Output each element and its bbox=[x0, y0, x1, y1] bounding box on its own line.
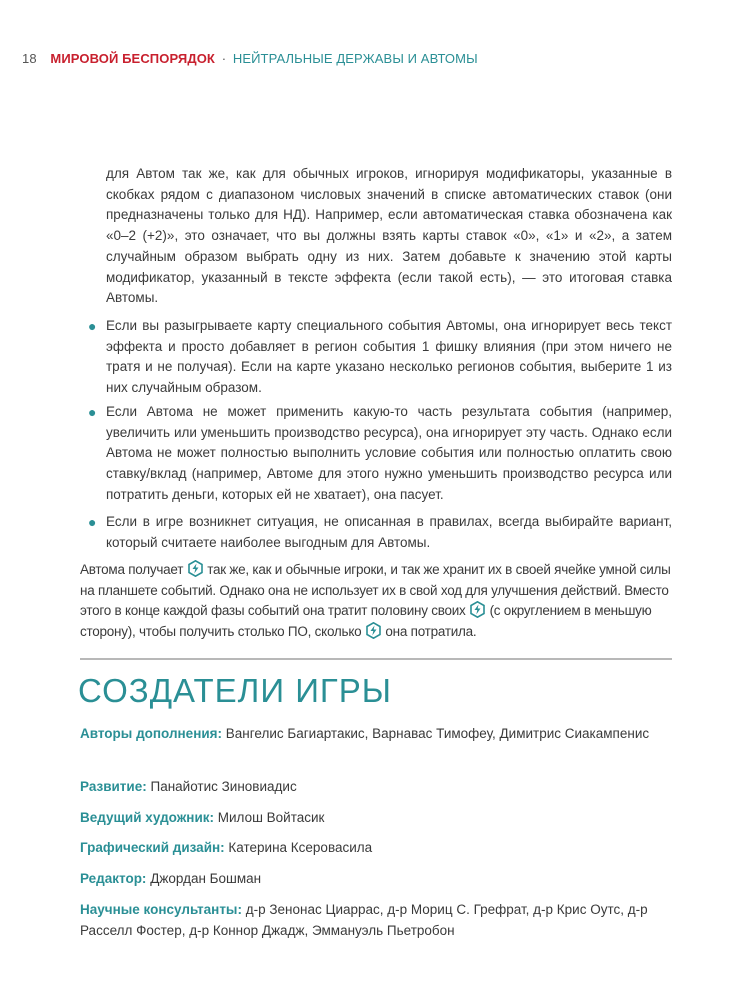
continued-paragraph: для Автом так же, как для обычных игроков, игнорируя модификаторы, указанные в скобках рядом с диапазоном числовых значений в списке автоматических ставок (они предназначены только для НД). Например, если автоматическая ставка обозначена как «0–2 (+2)», это означает, что вы должны взять карты ставок «0», «1» и «2», а затем случайным образом выбрать одну из них. Затем добавьте к значению этой карты модификатор, указанный в тексте эффекта (если такой есть), — это итоговая ставка Автомы. bbox=[106, 166, 672, 306]
credit-development bbox=[80, 777, 680, 798]
credit-editor bbox=[80, 869, 680, 890]
credit-expansion-authors bbox=[80, 724, 680, 745]
credit-role: Научные консультанты: bbox=[80, 902, 242, 917]
bullet-item-special-event bbox=[88, 316, 672, 399]
bullet-text: Если Автома не может применить какую-то часть результата события (например, увеличить или уменьшить производство ресурса), она игнорирует эту часть. Однако если Автома не может полностью выполнить условие события или полностью оплатить свою ставку/вклад (например, Автоме для этого нужно уменьшить производство ресурса или потратить деньги, которых ей не хватает), она пасует. bbox=[106, 404, 672, 502]
credit-role: Редактор: bbox=[80, 871, 147, 886]
bullet-item-undefined-situation bbox=[88, 512, 672, 553]
credit-lead-artist bbox=[80, 808, 680, 829]
credits-heading: СОЗДАТЕЛИ ИГРЫ bbox=[78, 672, 393, 709]
influence-text-4: она потратила. bbox=[385, 624, 477, 640]
page-number: 18 bbox=[22, 51, 37, 66]
influence-token-icon bbox=[366, 622, 381, 639]
influence-text-2: так же, как и обычные игроки, и так же хранит их в своей ячейке умной силы на планшете событий. Однако она не использует их в свой ход для улучшения действий. Вместо этого в конце каждой фазы событий она тратит половину своих bbox=[80, 562, 671, 619]
credit-names: д-р Зенонас Циаррас, д-р Мориц С. Грефрат, д-р Крис Оутс, д-р Расселл Фостер, д-р Коннор Джадж, Эммануэль Пьетробон bbox=[80, 902, 648, 938]
bullet-text: Если в игре возникнет ситуация, не описанная в правилах, всегда выбирайте вариант, который считаете наиболее выгодным для Автомы. bbox=[106, 514, 672, 550]
bullet-dot-icon: ● bbox=[88, 404, 97, 420]
credit-role: Графический дизайн: bbox=[80, 840, 225, 855]
influence-paragraph bbox=[80, 560, 672, 643]
influence-text-1: Автома получает bbox=[80, 562, 184, 577]
credit-role: Ведущий художник: bbox=[80, 810, 214, 825]
bullet-dot-icon: ● bbox=[88, 318, 97, 334]
influence-text-3: (с округлением в меньшую сторону), чтобы получить столько ПО, сколько bbox=[80, 603, 652, 640]
section-title: МИРОВОЙ БЕСПОРЯДОК bbox=[50, 51, 215, 66]
credit-names: Панайотис Зиновиадис bbox=[150, 779, 297, 794]
bullet-item-cannot-apply bbox=[88, 402, 672, 506]
credit-role: Развитие: bbox=[80, 779, 147, 794]
section-divider bbox=[80, 658, 672, 660]
credit-names: Катерина Ксеровасила bbox=[228, 840, 373, 855]
bullet-text: Если вы разыгрываете карту специального события Автомы, она игнорирует весь текст эффекта и просто добавляет в регион события 1 фишку влияния (при этом ничего не тратя и не получая). Если на карте указано несколько регионов события, выберите 1 из них случайным образом. bbox=[106, 318, 672, 396]
credit-names: Милош Войтасик bbox=[217, 810, 325, 825]
credit-role: Авторы дополнения: bbox=[80, 726, 223, 741]
header-separator: · bbox=[221, 51, 227, 66]
credit-graphic-design bbox=[80, 838, 680, 859]
subsection-title: НЕЙТРАЛЬНЫЕ ДЕРЖАВЫ И АВТОМЫ bbox=[232, 51, 478, 66]
influence-token-icon bbox=[188, 560, 203, 577]
credit-names: Джордан Бошман bbox=[150, 871, 262, 886]
bullet-dot-icon: ● bbox=[88, 514, 97, 530]
credit-science-consultants bbox=[80, 900, 680, 941]
credit-names: Вангелис Багиартакис, Варнавас Тимофеу, Димитрис Сиакампенис bbox=[225, 726, 650, 741]
page-header bbox=[22, 51, 478, 66]
influence-token-icon bbox=[470, 601, 485, 618]
